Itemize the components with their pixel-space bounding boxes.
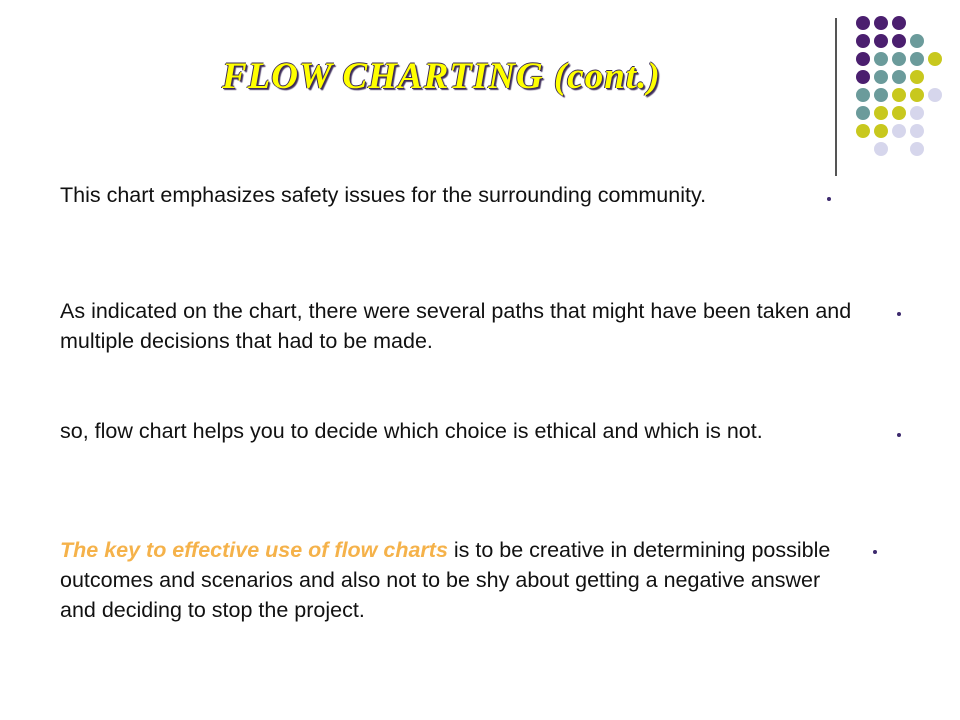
decorative-dot	[874, 124, 888, 138]
decorative-dot	[856, 124, 870, 138]
decorative-dot	[910, 142, 924, 156]
bullet-marker	[897, 433, 901, 437]
decorative-dot	[874, 52, 888, 66]
bullet-marker	[827, 197, 831, 201]
decorative-dot	[892, 70, 906, 84]
decorative-dot	[856, 70, 870, 84]
decorative-dot	[874, 34, 888, 48]
decorative-dot	[856, 106, 870, 120]
decorative-dot	[892, 88, 906, 102]
paragraph-safety: This chart emphasizes safety issues for the surrounding community.	[60, 183, 707, 207]
decorative-dot	[856, 88, 870, 102]
highlight-key-phrase: The key to effective use of flow charts	[60, 538, 448, 562]
decorative-dot	[874, 142, 888, 156]
decorative-dot	[892, 34, 906, 48]
decorative-dot	[892, 106, 906, 120]
paragraph-key	[60, 535, 860, 625]
bullet-marker	[873, 550, 877, 554]
decorative-dot	[874, 106, 888, 120]
decorative-dot	[874, 88, 888, 102]
decorative-dot	[910, 34, 924, 48]
decorative-dot	[856, 52, 870, 66]
paragraph-paths: As indicated on the chart, there were several paths that might have been taken and multiple decisions that had to be made.	[60, 299, 852, 353]
decorative-dot	[910, 124, 924, 138]
decorative-dot	[856, 16, 870, 30]
decorative-divider-line	[835, 18, 837, 176]
decorative-dot	[892, 16, 906, 30]
bullet-marker	[897, 312, 901, 316]
decorative-dot	[856, 34, 870, 48]
decorative-dot	[892, 52, 906, 66]
decorative-dot	[892, 124, 906, 138]
paragraph-ethics: so, flow chart helps you to decide which choice is ethical and which is not.	[60, 419, 763, 443]
decorative-dot	[874, 16, 888, 30]
slide-title: FLOW CHARTING (cont.)	[222, 56, 661, 97]
decorative-dot	[928, 88, 942, 102]
decorative-dot	[874, 70, 888, 84]
decorative-dot	[910, 88, 924, 102]
decorative-dot	[910, 106, 924, 120]
decorative-dot	[910, 70, 924, 84]
paragraph-key-text: is to be creative in determining possible outcomes and scenarios and also not to be shy about getting a negative answer and deciding to stop the project.	[60, 538, 831, 622]
decorative-dot	[928, 52, 942, 66]
decorative-dot	[910, 52, 924, 66]
